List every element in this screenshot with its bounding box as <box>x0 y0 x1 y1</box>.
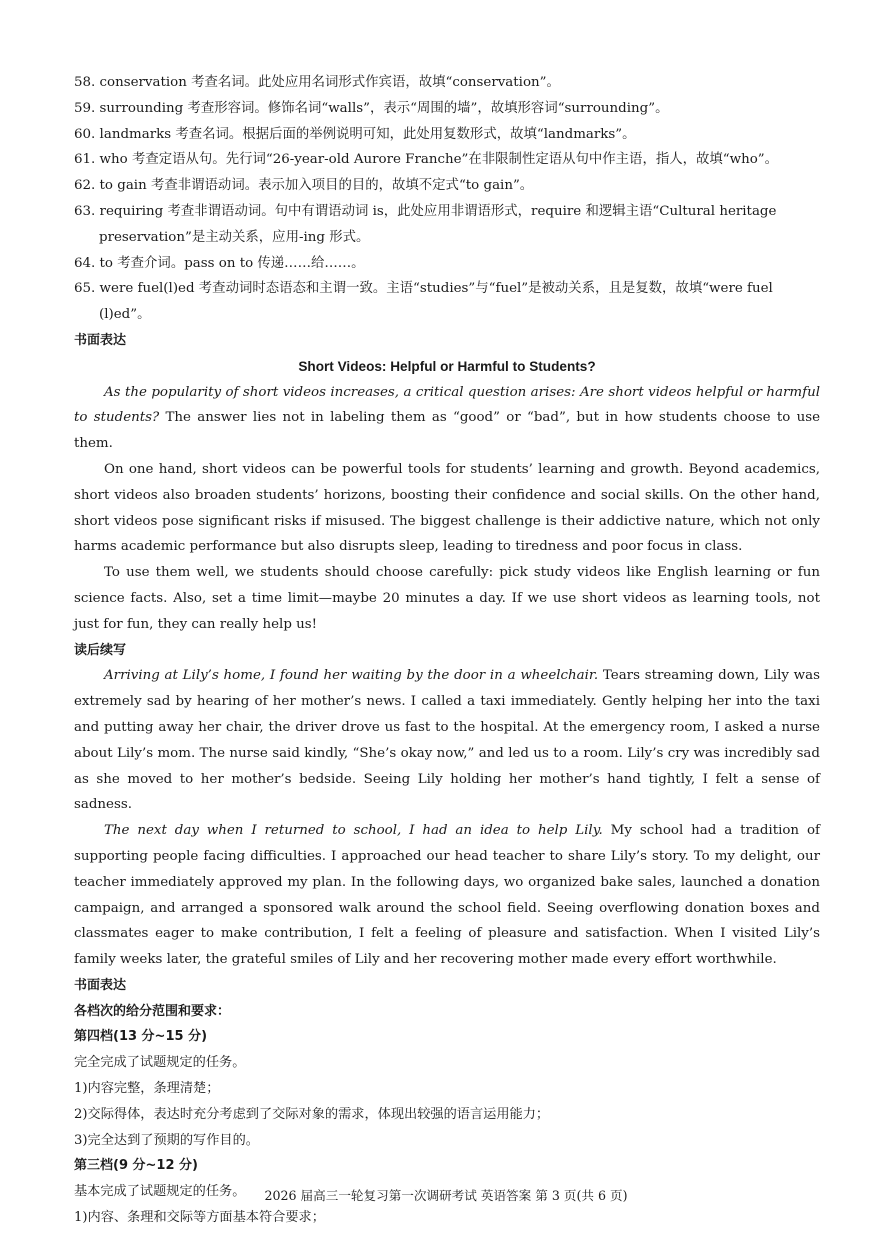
answer-line: 64. to 考查介词。pass on to 传递……给……。 <box>74 255 365 271</box>
rubric-tier3-desc: 基本完成了试题规定的任务。 <box>74 1184 246 1200</box>
answer-line: preservation”是主动关系，应用-ing 形式。 <box>99 229 370 245</box>
answer-item <box>74 122 820 148</box>
essay-paragraph <box>74 380 820 457</box>
story-given-sentence: Arriving at Lily’s home, I found her waiting by the door in a wheelchair. <box>104 668 599 684</box>
answer-line: 65. were fuel(l)ed 考查动词时态语态和主谓一致。主语“studies”与“fuel”是被动关系，且是复数，故填“were fuel <box>74 281 773 297</box>
rubric-tier4-desc: 完全完成了试题规定的任务。 <box>74 1055 246 1071</box>
rubric-tier3-title: 第三档(9 分~12 分) <box>74 1158 198 1174</box>
answer-line: 58. conservation 考查名词。此处应用名词形式作宾语，故填“conservation”。 <box>74 75 560 90</box>
rubric-item: 2)交际得体，表达时充分考虑到了交际对象的需求，体现出较强的语言运用能力； <box>74 1106 550 1122</box>
section-heading-rubric: 书面表达 <box>74 977 127 993</box>
essay-body <box>74 380 820 638</box>
rubric-item: 1)内容完整，条理清楚； <box>74 1081 220 1097</box>
answer-line: 60. landmarks 考查名词。根据后面的举例说明可知，此处用复数形式，故填“landmarks”。 <box>74 126 636 142</box>
rubric-item: 3)完全达到了预期的写作目的。 <box>74 1132 259 1148</box>
answer-item <box>74 276 820 328</box>
answer-list <box>74 70 820 328</box>
rubric-item: 1)内容、条理和交际等方面基本符合要求； <box>74 1210 325 1226</box>
section-heading-continuation: 读后续写 <box>74 642 127 658</box>
story-paragraph <box>74 818 820 973</box>
essay-paragraph: On one hand, short videos can be powerful tools for students’ learning and growth. Beyond academics, short videos also broaden students’ horizons, boosting their confidence and social skills. On the other hand, short videos pose significant risks if misused. The biggest challenge is their addictive nature, which not only harms academic performance but also disrupts sleep, leading to tiredness and poor focus in class. <box>74 461 820 555</box>
rubric-tier4-title: 第四档(13 分~15 分) <box>74 1029 208 1045</box>
answer-item <box>74 147 820 173</box>
continuation-body <box>74 663 820 973</box>
answer-item <box>74 199 820 251</box>
story-paragraph <box>74 663 820 818</box>
rubric-intro: 各档次的给分范围和要求： <box>74 1003 231 1019</box>
answer-line: 63. requiring 考查非谓语动词。句中有谓语动词 is，此处应用非谓语形式，require 和逻辑主语“Cultural heritage <box>74 203 777 219</box>
answer-line: 59. surrounding 考查形容词。修饰名词“walls”，表示“周围的墙”，故填形容词“surrounding”。 <box>74 100 669 116</box>
answer-item <box>74 70 820 96</box>
answer-line: 62. to gain 考查非谓语动词。表示加入项目的目的，故填不定式“to gain”。 <box>74 178 534 194</box>
story-given-sentence: The next day when I returned to school, I had an idea to help Lily. <box>104 823 603 839</box>
answer-item <box>74 173 820 199</box>
answer-line: (l)ed”。 <box>99 307 151 323</box>
essay-title: Short Videos: Helpful or Harmful to Students? <box>298 358 596 374</box>
essay-paragraph: To use them well, we students should choose carefully: pick study videos like English learning or fun science facts. Also, set a time limit—maybe 20 minutes a day. If we use short videos as learning tools, not just for fun, they can really help us! <box>74 565 820 632</box>
story-paragraph-text: My school had a tradition of supporting people facing difficulties. I approached our head teacher to share Lily’s story. To my delight, our teacher immediately approved my plan. In the following days, wo organized bake sales, launched a donation campaign, and arranged a sponsored walk around the school field. Seeing overflowing donation boxes and classmates eager to make contribution, I felt a feeling of pleasure and satisfaction. When I visited Lily’s family weeks later, the grateful smiles of Lily and her recovering mother made every effort worthwhile. <box>74 823 820 968</box>
essay-opening-sentence: As the popularity of short videos increases, a critical question arises: Are short videos helpful or harmful to students? <box>74 384 820 426</box>
story-paragraph-text: Tears streaming down, Lily was extremely sad by hearing of her mother’s news. I called a taxi immediately. Gently helping her into the taxi and putting away her chair, the driver drove us fast to the hospital. At the emergency room, I asked a nurse about Lily’s mom. The nurse said kindly, “She’s okay now,” and led us to a room. Lily’s cry was incredibly sad as she moved to her mother’s bedside. Seeing Lily holding her mother’s hand tightly, I felt a sense of sadness. <box>74 668 820 813</box>
answer-line: 61. who 考查定语从句。先行词“26-year-old Aurore Franche”在非限制性定语从句中作主语，指人，故填“who”。 <box>74 152 779 168</box>
essay-paragraph-text: The answer lies not in labeling them as “good” or “bad”, but in how students choose to use them. <box>74 410 820 452</box>
page-footer: 2026 届高三一轮复习第一次调研考试 英语答案 第 3 页(共 6 页) <box>264 1188 628 1203</box>
section-heading-writing: 书面表达 <box>74 332 127 348</box>
answer-item <box>74 251 820 277</box>
answer-item <box>74 96 820 122</box>
page-content <box>74 70 820 1231</box>
